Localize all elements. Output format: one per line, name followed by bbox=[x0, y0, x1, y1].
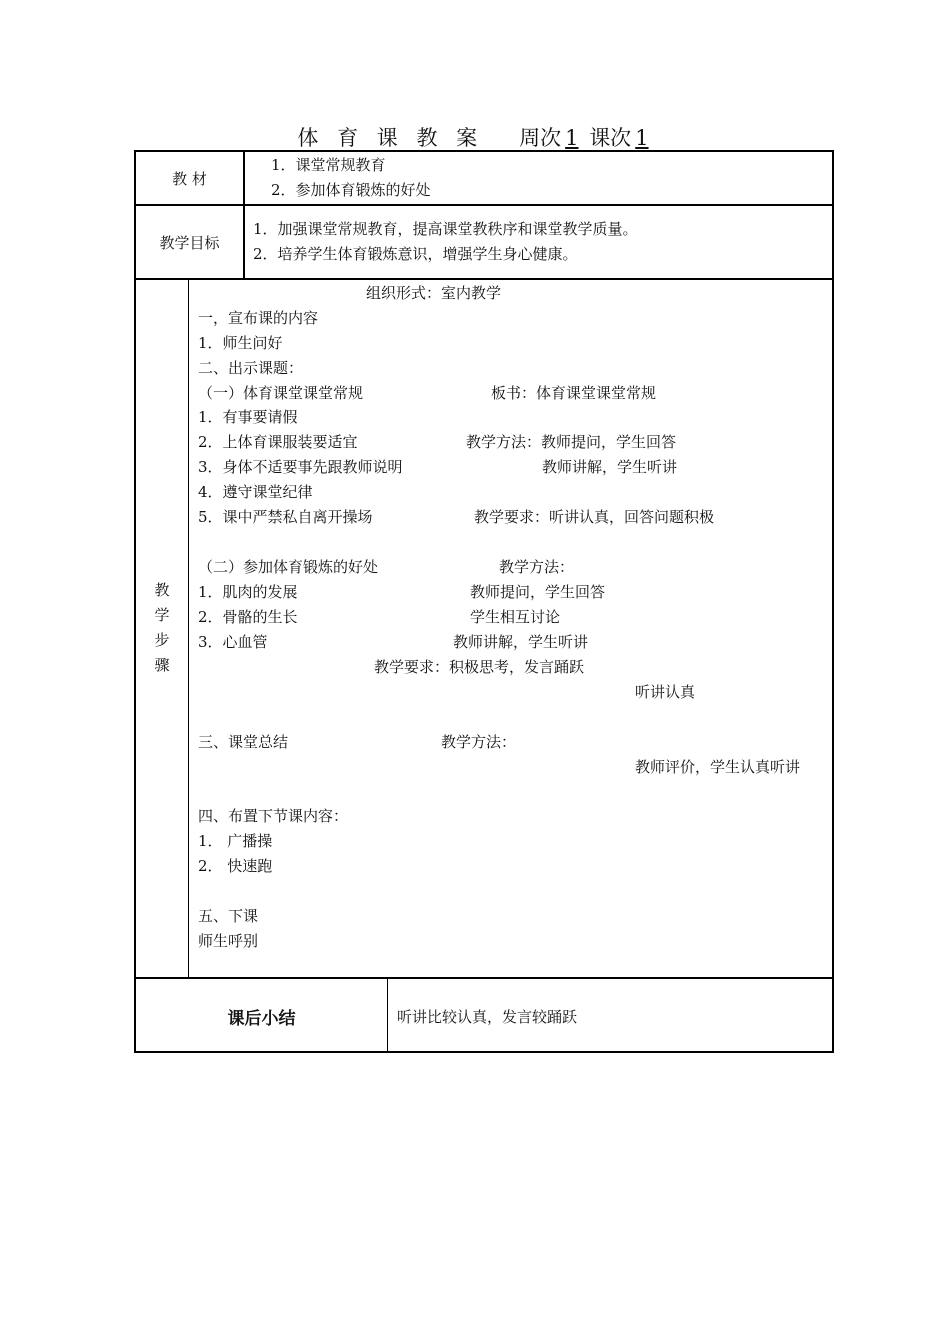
section-5-item: 师生呼别 bbox=[198, 932, 259, 950]
col-divider-top bbox=[243, 150, 245, 279]
section-2b-method-3: 教师讲解，学生听讲 bbox=[453, 633, 589, 651]
org-form: 组织形式：室内教学 bbox=[366, 284, 502, 302]
section-2b-method-1: 教师提问，学生回答 bbox=[470, 583, 606, 601]
section-1-item: 1．师生问好 bbox=[198, 334, 283, 352]
materials-item-2: 2．参加体育锻炼的好处 bbox=[271, 181, 431, 199]
steps-label-char: 教 bbox=[154, 581, 170, 599]
section-2a-method: 教学方法：教师提问，学生回答 bbox=[466, 433, 677, 451]
section-2b-item: 2．骨骼的生长 bbox=[198, 608, 298, 626]
section-2b-method-2: 学生相互讨论 bbox=[470, 608, 561, 626]
section-2b-item: 3．心血管 bbox=[198, 633, 268, 651]
section-2b-item: 1．肌肉的发展 bbox=[198, 583, 298, 601]
summary-label: 课后小结 bbox=[227, 1009, 296, 1029]
section-2b-requirement: 教学要求：积极思考，发言踊跃 bbox=[374, 658, 585, 676]
week-value: 1 bbox=[565, 126, 579, 150]
col-divider-steps bbox=[188, 279, 189, 978]
lesson-label: 课次 bbox=[589, 126, 632, 150]
row-divider-3 bbox=[134, 977, 834, 979]
section-1-title: 一，宣布课的内容 bbox=[198, 309, 319, 327]
section-2a-item: 3．身体不适要事先跟教师说明 bbox=[198, 458, 403, 476]
goals-label: 教学目标 bbox=[159, 234, 220, 252]
section-2b-title: （二）参加体育锻炼的好处 bbox=[198, 558, 379, 576]
goals-item-2: 2．培养学生体育锻炼意识，增强学生身心健康。 bbox=[253, 245, 578, 263]
section-4-item: 1． 广播操 bbox=[198, 832, 273, 850]
page-title bbox=[0, 122, 950, 152]
materials-item-1: 1．课堂常规教育 bbox=[271, 156, 386, 174]
steps-label-char: 学 bbox=[154, 606, 170, 624]
section-2a-title: （一）体育课堂课堂常规 bbox=[198, 384, 364, 402]
steps-label-char: 骤 bbox=[154, 656, 170, 674]
lesson-value: 1 bbox=[635, 126, 649, 150]
section-2a-item: 2．上体育课服装要适宜 bbox=[198, 433, 358, 451]
week-label: 周次 bbox=[519, 126, 562, 150]
lesson-plan-title: 体 育 课 教 案 bbox=[297, 126, 484, 150]
summary-text: 听讲比较认真，发言较踊跃 bbox=[397, 1008, 578, 1026]
col-divider-summary bbox=[387, 978, 388, 1052]
section-2b-requirement-2: 听讲认真 bbox=[635, 683, 696, 701]
materials-label: 教 材 bbox=[172, 170, 207, 188]
section-2b-method: 教学方法： bbox=[499, 558, 575, 576]
steps-label-char: 步 bbox=[154, 631, 170, 649]
section-2a-item: 4．遵守课堂纪律 bbox=[198, 483, 313, 501]
goals-item-1: 1．加强课堂常规教育，提高课堂教秩序和课堂教学质量。 bbox=[253, 220, 638, 238]
section-2-title: 二、出示课题： bbox=[198, 359, 304, 377]
section-2a-requirement: 教学要求：听讲认真，回答问题积极 bbox=[474, 508, 715, 526]
row-divider-2 bbox=[134, 278, 834, 280]
section-5-title: 五、下课 bbox=[198, 907, 259, 925]
section-2a-item: 5．课中严禁私自离开操场 bbox=[198, 508, 373, 526]
section-3-method-2: 教师评价，学生认真听讲 bbox=[635, 758, 801, 776]
row-divider-1 bbox=[134, 204, 834, 206]
section-2a-method-2: 教师讲解，学生听讲 bbox=[542, 458, 678, 476]
section-3-title: 三、课堂总结 bbox=[198, 733, 289, 751]
section-2a-item: 1．有事要请假 bbox=[198, 408, 298, 426]
section-4-title: 四、布置下节课内容： bbox=[198, 807, 349, 825]
section-4-item: 2． 快速跑 bbox=[198, 857, 273, 875]
section-3-method: 教学方法： bbox=[441, 733, 517, 751]
section-2a-board: 板书：体育课堂课堂常规 bbox=[491, 384, 657, 402]
